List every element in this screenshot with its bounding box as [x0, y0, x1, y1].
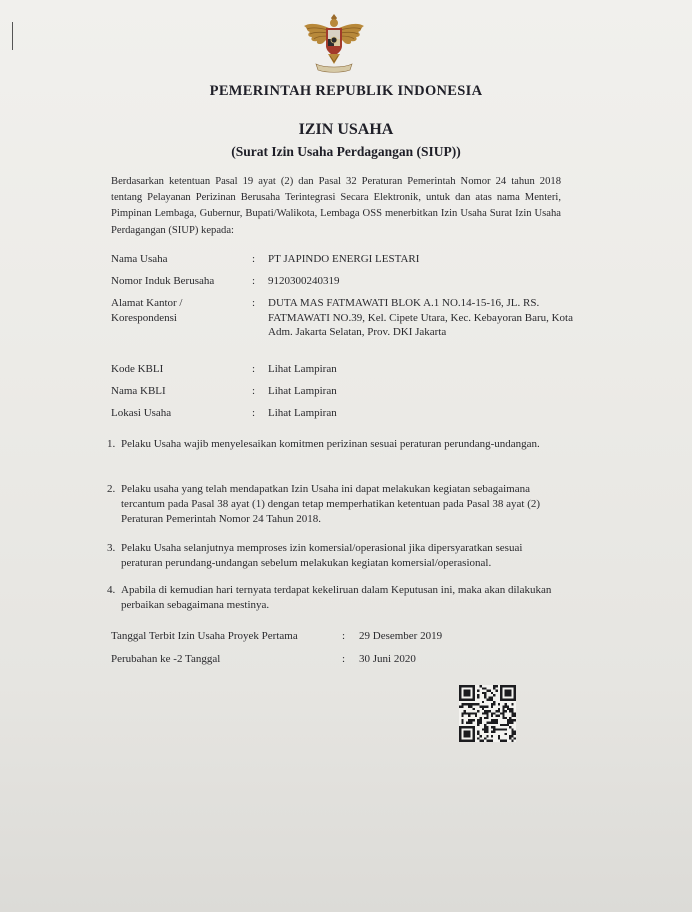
field-label: Nama KBLI — [111, 385, 166, 397]
provision-number: 3. — [107, 542, 116, 554]
field-label: Alamat Kantor / Korespondensi — [111, 297, 183, 324]
field-label: Nomor Induk Berusaha — [111, 275, 215, 287]
field-separator: : — [252, 253, 256, 265]
field-value: Lihat Lampiran — [268, 407, 337, 419]
field-label: Nama Usaha — [111, 253, 168, 265]
provision-text: Pelaku Usaha selanjutnya memproses izin komersial/operasional jika dipersyaratkan sesuai peraturan perundang-undangan sebelum melakukan kegiatan komersial/operasional. — [121, 542, 523, 569]
garuda-emblem-icon — [302, 12, 366, 74]
provision-number: 1. — [107, 438, 116, 450]
field-separator: : — [252, 407, 256, 419]
provision-number: 2. — [107, 483, 116, 495]
field-separator: : — [252, 275, 256, 287]
document-title: IZIN USAHA — [298, 121, 394, 138]
date-label: Tanggal Terbit Izin Usaha Proyek Pertama — [111, 630, 298, 642]
date-separator: : — [342, 653, 346, 665]
field-value: 9120300240319 — [268, 275, 340, 287]
field-separator: : — [252, 297, 256, 309]
field-value: PT JAPINDO ENERGI LESTARI — [268, 253, 420, 265]
field-label: Kode KBLI — [111, 363, 164, 375]
provision-text: Pelaku usaha yang telah mendapatkan Izin Usaha ini dapat melakukan kegiatan sebagaimana tercantum pada Pasal 38 ayat (1) dengan tetap memperhatikan ketentuan pada Pasal 38 ayat (2) Peraturan Pemerintah Nomor 24 Tahun 2018. — [121, 483, 541, 525]
date-value: 30 Juni 2020 — [359, 653, 416, 665]
field-value: Lihat Lampiran — [268, 385, 337, 397]
government-title: PEMERINTAH REPUBLIK INDONESIA — [209, 83, 483, 99]
provision-text: Pelaku Usaha wajib menyelesaikan komitmen perizinan sesuai peraturan perundang-undangan. — [121, 438, 540, 450]
provision-number: 4. — [107, 584, 116, 596]
date-value: 29 Desember 2019 — [359, 630, 443, 642]
field-value: Lihat Lampiran — [268, 363, 337, 375]
paper-crease-mark — [12, 22, 13, 50]
date-label: Perubahan ke -2 Tanggal — [111, 653, 221, 665]
field-separator: : — [252, 385, 256, 397]
document-subtitle: (Surat Izin Usaha Perdagangan (SIUP)) — [231, 144, 461, 159]
intro-paragraph: Berdasarkan ketentuan Pasal 19 ayat (2) dan Pasal 32 Peraturan Pemerintah Nomor 24 tahun 2018 tentang Pelayanan Perizinan Berusaha Terintegrasi Secara Elektronik, untuk dan atas nama Menteri, Pimpinan Lembaga, Gubernur, Bupati/Walikota, Lembaga OSS menerbitkan Izin Usaha Surat Izin Usaha Perdagangan (SIUP) kepada: — [111, 176, 561, 236]
qr-code-icon — [459, 685, 516, 742]
field-value: DUTA MAS FATMAWATI BLOK A.1 NO.14-15-16, JL. RS. FATMAWATI NO.39, Kel. Cipete Utara, Kec. Kebayoran Baru, Kota Adm. Jakarta Selatan, Prov. DKI Jakarta — [268, 297, 573, 338]
field-label: Lokasi Usaha — [111, 407, 172, 419]
date-separator: : — [342, 630, 346, 642]
field-separator: : — [252, 363, 256, 375]
provision-text: Apabila di kemudian hari ternyata terdapat kekeliruan dalam Keputusan ini, maka akan dilakukan perbaikan sebagaimana mestinya. — [121, 584, 552, 611]
